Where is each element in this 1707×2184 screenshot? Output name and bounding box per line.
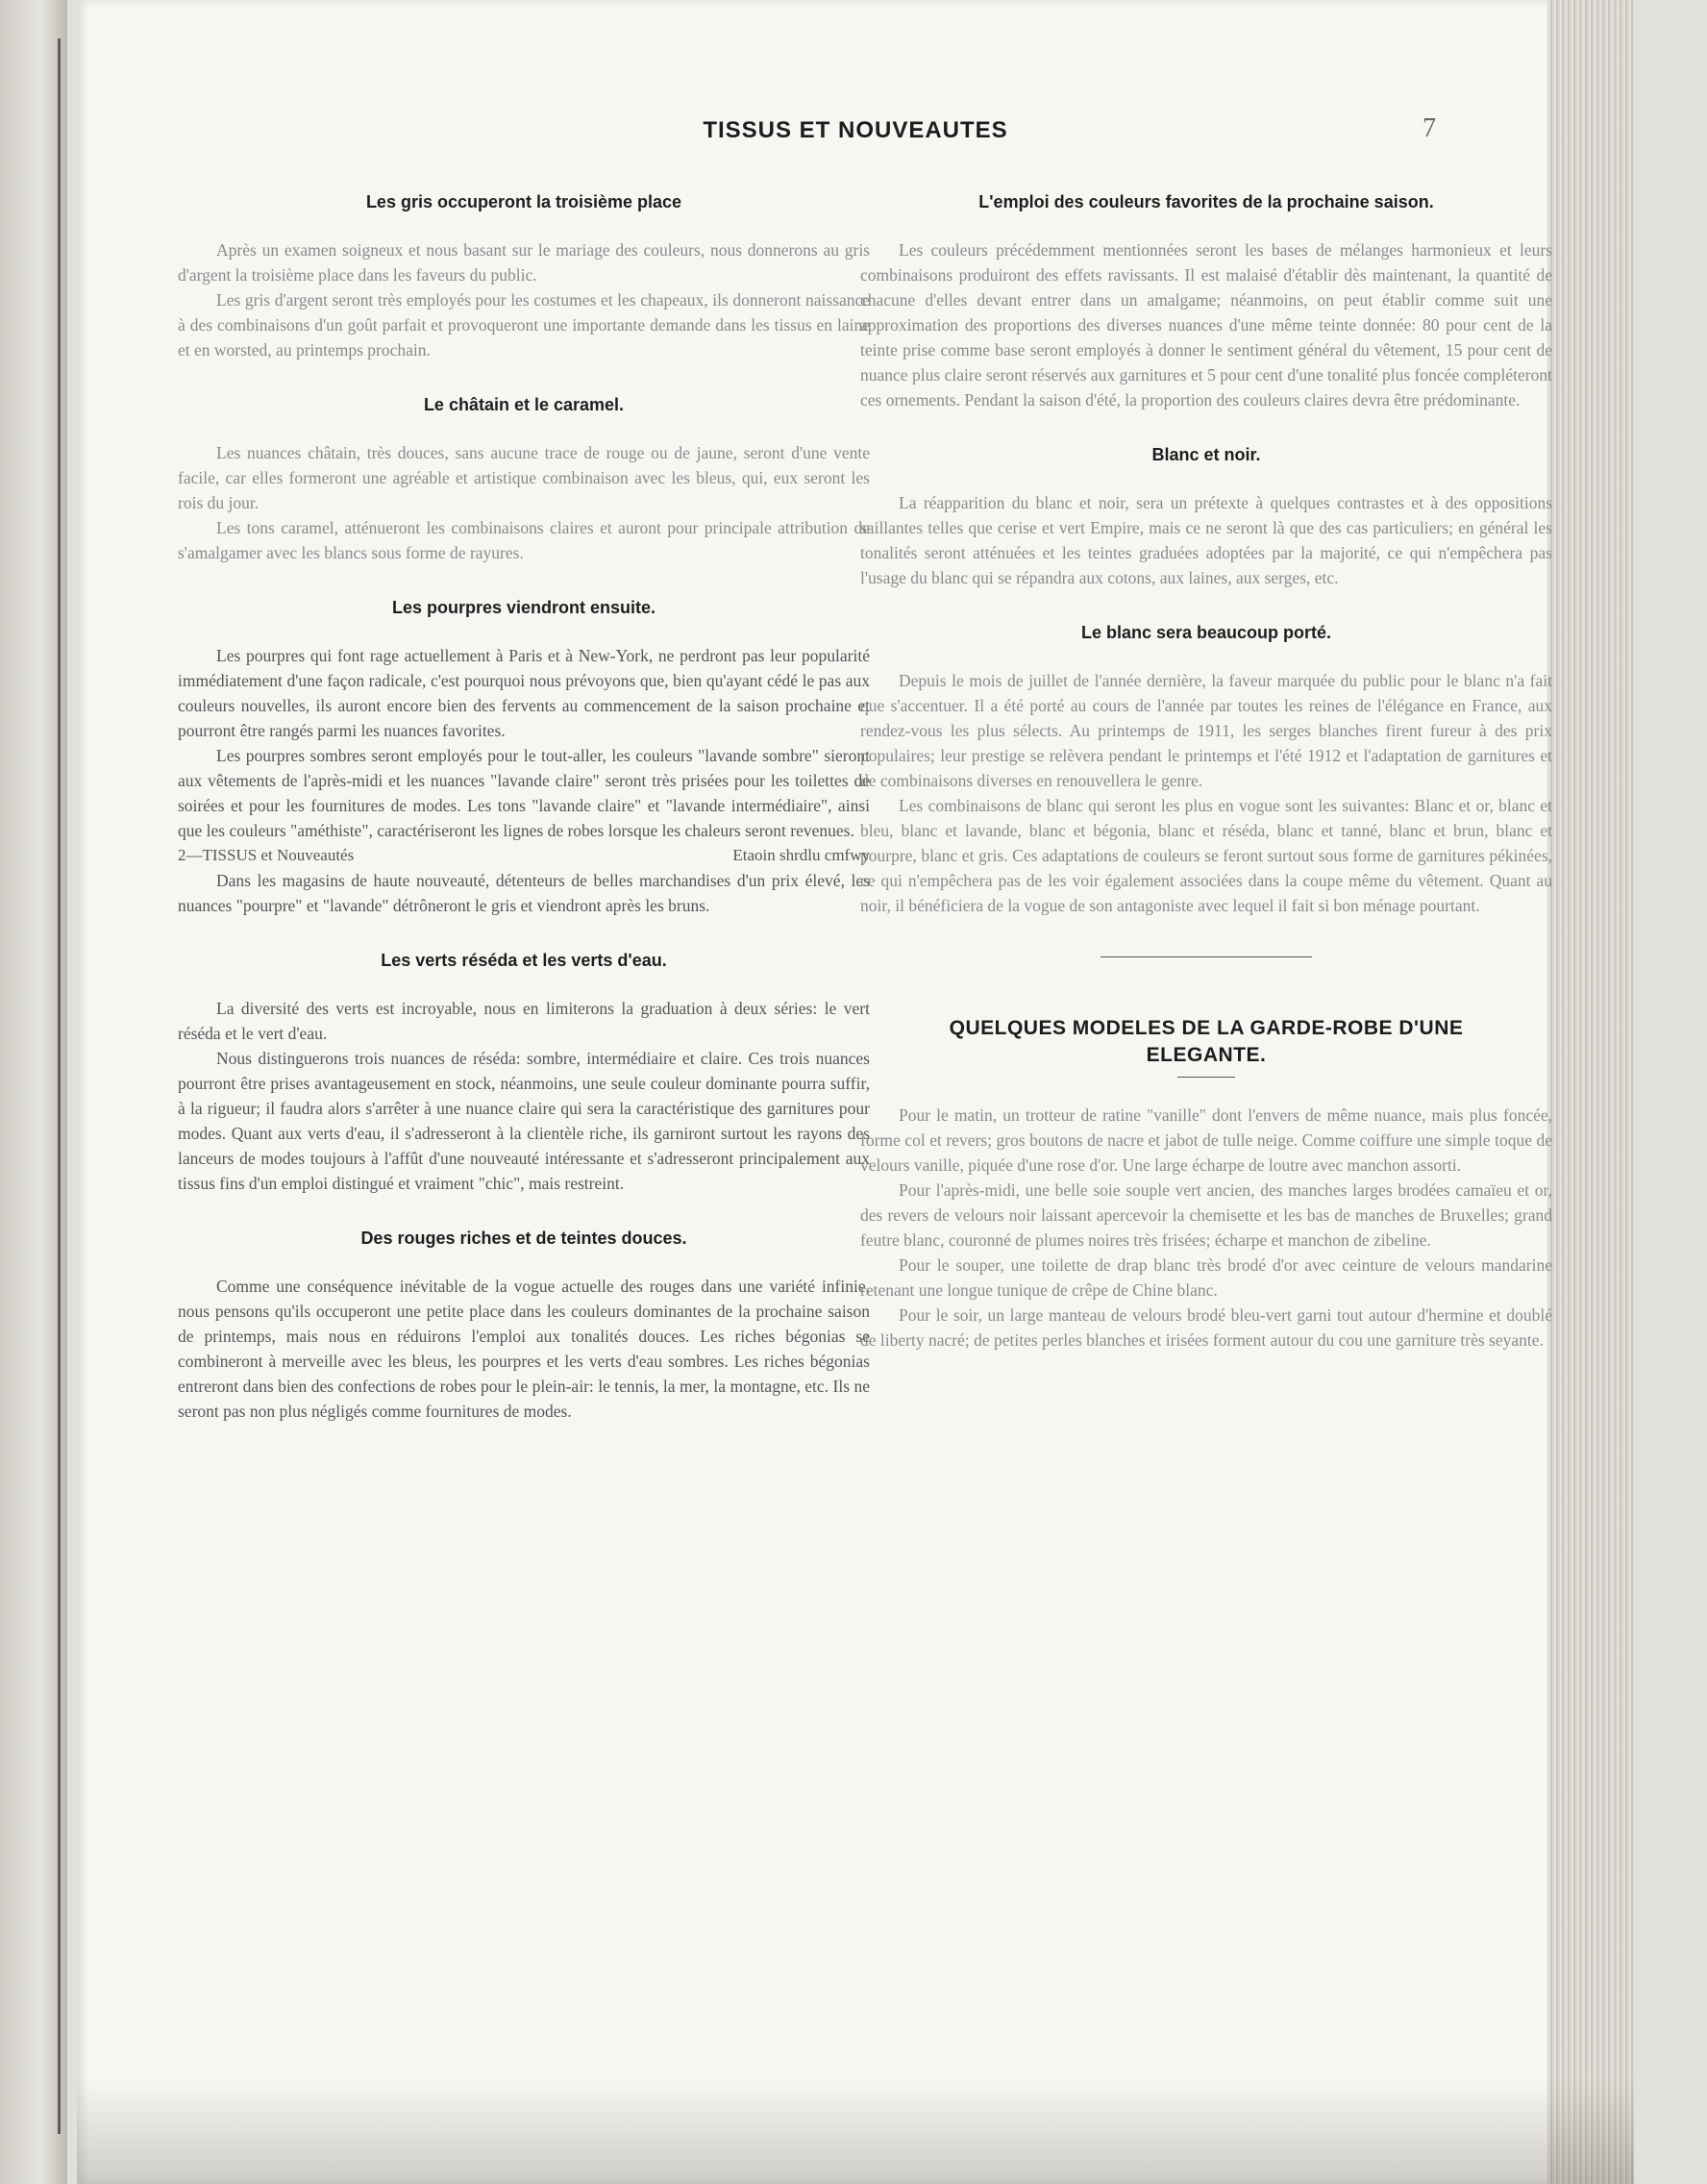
- paragraph: Les combinaisons de blanc qui seront les plus en vogue sont les suivantes: Blanc et or, blanc et bleu, blanc et lavande, blanc et bégonia, blanc et réséda, blanc et tanné, blanc et brun, blanc et pourpre, blanc et gris. Ces adaptations de couleurs se feront surtout sous forme de garnitures pékinées, ce qui n'empêchera pas de les voir également associées dans la coupe même du vêtement. Quant au noir, il bénéficiera de la vogue de son antagoniste avec lequel il fait si bon ménage pourtant.: [860, 796, 1552, 915]
- gutter-line: [58, 38, 61, 2134]
- article-title: [860, 1015, 1552, 1069]
- right-column: [860, 192, 1552, 1353]
- section-title: L'emploi des couleurs favorites de la prochaine saison.: [978, 192, 1434, 211]
- section-title: Les pourpres viendront ensuite.: [391, 598, 656, 617]
- page-stack-edge: [1547, 0, 1634, 2184]
- article-title-line1: QUELQUES MODELES DE LA GARDE-ROBE D'UNE: [949, 1017, 1464, 1039]
- paragraph: Pour le matin, un trotteur de ratine "vanille" dont l'envers de même nuance, mais plus foncée, forme col et revers; gros boutons de nacre et jabot de tulle neige. Comme coiffure une simple toque de velours vanille, piquée d'une rose d'or. Une large écharpe de loutre avec manchon assorti.: [860, 1105, 1552, 1175]
- paragraph: Nous distinguerons trois nuances de réséda: sombre, intermédiaire et claire. Ces trois nuances pourront être prises avantageusement en stock, néanmoins, une seule couleur dominante pourra suffir, à la rigueur; il faudra alors s'arrêter à une nuance claire qui sera la caractéristique des garnitures pour modes. Quant aux verts d'eau, il s'adresseront à la clientèle riche, ils garniront surtout les rayons des lanceurs de modes toujours à l'affût d'une nouveauté intéressante et s'adresseront principalement aux tissus fins d'un emploi distingué et vraiment "chic", mais restreint.: [178, 1049, 870, 1193]
- divider-rule: [1101, 956, 1312, 957]
- short-rule: [1177, 1077, 1235, 1078]
- paragraph: Dans les magasins de haute nouveauté, détenteurs de belles marchandises d'un prix élevé, les nuances "pourpre" et "lavande" détrôneront le gris et viendront après les bruns.: [178, 871, 870, 915]
- page: [77, 0, 1634, 2184]
- paragraph: Pour le souper, une toilette de drap blanc très brodé d'or avec ceinture de velours mandarine retenant une longue tunique de crêpe de Chine blanc.: [860, 1255, 1552, 1300]
- slug-left: 2—TISSUS et Nouveautés: [178, 846, 355, 864]
- paragraph: Pour le soir, un large manteau de velours brodé bleu-vert garni tout autour d'hermine et doublé de liberty nacré; de petites perles blanches et irisées forment autour du cou une garniture très seyante.: [860, 1305, 1552, 1350]
- bottom-shadow: [77, 2078, 1634, 2184]
- page-number: 7: [1422, 113, 1436, 143]
- paragraph: Les nuances châtain, très douces, sans aucune trace de rouge ou de jaune, seront d'une vente facile, car elles formeront une agréable et artistique combinaison avec les bleus, qui, eux seront les rois du jour.: [178, 443, 870, 512]
- running-header: TISSUS ET NOUVEAUTES: [703, 117, 1008, 143]
- paragraph: Les tons caramel, atténueront les combinaisons claires et auront pour principale attribution de s'amalgamer avec les blancs sous forme de rayures.: [178, 518, 870, 562]
- paragraph: Pour l'après-midi, une belle soie souple vert ancien, des manches larges brodées camaïeu et or, des revers de velours noir laissant apercevoir la chemisette et les bas de manches de Bruxelles; grand feutre blanc, couronné de plumes noires très frisées; écharpe et manchon de zibeline.: [860, 1180, 1552, 1250]
- paragraph: Après un examen soigneux et nous basant sur le mariage des couleurs, nous donnerons au gris d'argent la troisième place dans les faveurs du public.: [178, 240, 870, 285]
- section-title: Les verts réséda et les verts d'eau.: [381, 951, 667, 970]
- slug-right: Etaoin shrdlu cmfwy: [732, 846, 870, 864]
- section-title: Blanc et noir.: [1151, 445, 1261, 464]
- paragraph: La réapparition du blanc et noir, sera un prétexte à quelques contrastes et à des oppositions saillantes telles que cerise et vert Empire, mais ce ne seront là que des cas particuliers; en général les tonalités seront atténuées et les teintes graduées adoptées par la majorité, ce qui n'empêchera pas l'usage du blanc qui se répandra aux cotons, aux laines, aux serges, etc.: [860, 493, 1552, 587]
- paragraph: Les couleurs précédemment mentionnées seront les bases de mélanges harmonieux et leurs combinaisons produiront des effets ravissants. Il est malaisé d'établir dès maintenant, la quantité de chacune d'elles devant entrer dans un amalgame; néanmoins, on peut établir comme suit une approximation des proportions des diverses nuances d'une même teinte donnée: 80 pour cent de la teinte prise comme base seront employés à donner le sentiment général du vêtement, 15 pour cent de nuance plus claire seront réservés aux garnitures et 5 pour cent d'une tonalité plus foncée compléteront ces ornements. Pendant la saison d'été, la proportion des couleurs claires devra être prédominante.: [860, 240, 1552, 410]
- printer-slug: [178, 843, 870, 868]
- article-title-line2: ELEGANTE.: [1146, 1044, 1267, 1066]
- paragraph: Les pourpres sombres seront employés pour le tout-aller, les couleurs "lavande sombre" sieront aux vêtements de l'après-midi et les nuances "lavande claire" seront très prisées pour les toilettes de soirées et pour les fournitures de modes. Les tons "lavande claire" et "lavande intermédiaire", ainsi que les couleurs "améthiste", caractériseront les lignes de robes lorsque les chaleurs seront revenues.: [178, 746, 870, 840]
- section-title: Le blanc sera beaucoup porté.: [1080, 623, 1332, 642]
- paragraph: La diversité des verts est incroyable, nous en limiterons la graduation à deux séries: le vert réséda et le vert d'eau.: [178, 999, 870, 1043]
- paragraph: Depuis le mois de juillet de l'année dernière, la faveur marquée du public pour le blanc n'a fait que s'accentuer. Il a été porté au cours de l'année par toutes les reines de l'élégance en France, aux rendez-vous les plus sélects. Au printemps de 1911, les serges blanches firent fureur à des prix populaires; leur prestige se relèvera pendant le printemps et l'été 1912 et l'adaptation de garnitures et de combinaisons diverses en renouvellera le genre.: [860, 671, 1552, 790]
- section-title: Les gris occuperont la troisième place: [365, 192, 682, 211]
- paragraph: Comme une conséquence inévitable de la vogue actuelle des rouges dans une variété infinie, nous pensons qu'ils occuperont une petite place dans les couleurs dominantes de la prochaine saison de printemps, mais nous en réduirons l'emploi aux tonalités douces. Les riches bégonias se combineront à merveille avec les bleus, les pourpres et les verts d'eau sombres. Les riches bégonias entreront dans bien des confections de robes pour le plein-air: le tennis, la mer, la montagne, etc. Ils ne seront pas non plus négligés comme fournitures de modes.: [178, 1277, 870, 1421]
- paragraph: Les gris d'argent seront très employés pour les costumes et les chapeaux, ils donneront naissance à des combinaisons d'un goût parfait et provoqueront une importante demande dans les tissus en laine et en worsted, au printemps prochain.: [178, 290, 870, 360]
- section-title: Des rouges riches et de teintes douces.: [360, 1228, 687, 1248]
- paragraph: Les pourpres qui font rage actuellement à Paris et à New-York, ne perdront pas leur popularité immédiatement d'une façon radicale, c'est pourquoi nous prévoyons que, bien qu'ayant cédé le pas aux couleurs nouvelles, ils auront encore bien des fervents au commencement de la saison prochaine et pourront être rangés parmi les nuances favorites.: [178, 646, 870, 740]
- left-column: [178, 192, 870, 1424]
- section-title: Le châtain et le caramel.: [423, 395, 625, 414]
